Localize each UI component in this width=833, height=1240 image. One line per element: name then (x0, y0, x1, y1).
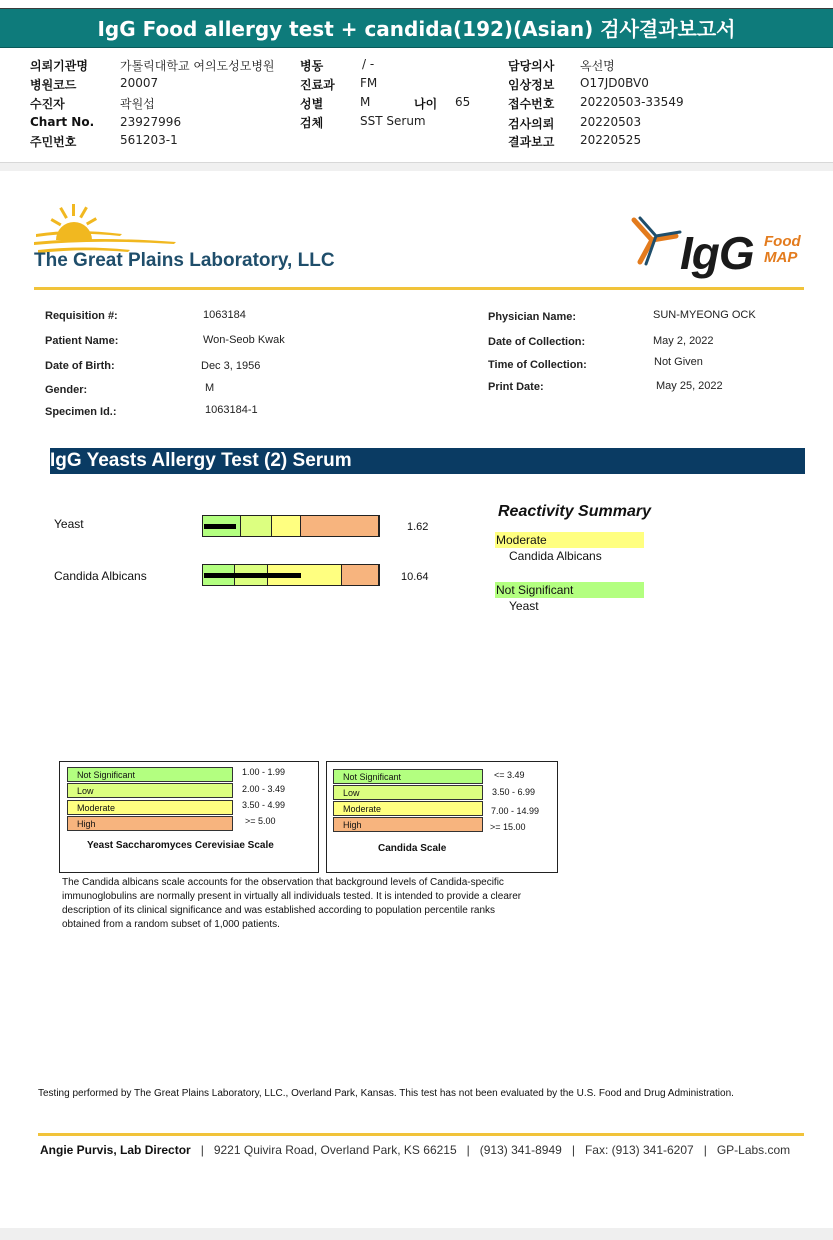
result-name: Candida Albicans (54, 569, 147, 583)
header-value: 23927996 (120, 115, 182, 129)
scale-range: >= 15.00 (490, 822, 526, 832)
patient-value: May 2, 2022 (653, 335, 714, 347)
patient-label: Gender: (45, 384, 88, 396)
lab-website[interactable]: GP-Labs.com (716, 1143, 791, 1157)
scale-row-low: Low (67, 783, 233, 798)
header-label: 병동 (300, 59, 324, 73)
scale-range: 7.00 - 14.99 (491, 806, 540, 816)
header-label: 병원코드 (30, 78, 77, 92)
footer-disclaimer: Testing performed by The Great Plains Laboratory, LLC., Overland Park, Kansas. This test has not been evaluated by the U.S. Food and Drug Administration. (38, 1088, 734, 1099)
header-value: 20007 (120, 76, 159, 90)
scale-range: 1.00 - 1.99 (242, 767, 286, 777)
scale-row-high: High (333, 817, 483, 832)
patient-value: Won-Seob Kwak (203, 334, 285, 346)
header-label: 임상정보 (508, 78, 555, 92)
section-title: IgG Yeasts Allergy Test (2) Serum (50, 450, 352, 471)
header-value: 561203-1 (120, 133, 178, 147)
patient-value: 1063184-1 (205, 404, 258, 416)
reactivity-group-not-significant: Not Significant (495, 582, 644, 598)
bar-segment-low (241, 516, 272, 536)
candida-scale-note: The Candida albicans scale accounts for the observation that background levels of Candida-specific immunoglobulins are normally present in virtually all individuals tested. It is intended to provide a clearer description of its clinical significance and was established according to population percentile ranks obtained from a random subset of 1,000 patients. (62, 877, 522, 930)
result-bar (202, 515, 380, 537)
patient-value: Not Given (654, 356, 703, 368)
scale-row-low: Low (333, 785, 483, 800)
result-value: 1.62 (407, 521, 429, 533)
scale-row-moderate: Moderate (67, 800, 233, 815)
patient-label: Specimen Id.: (45, 406, 117, 418)
antibody-logo-icon (630, 214, 684, 270)
header-value: 곽원섭 (120, 97, 155, 111)
header-label: 검체 (300, 116, 324, 130)
patient-value: 1063184 (203, 309, 246, 321)
lab-fax: Fax: (913) 341-6207 (584, 1143, 694, 1157)
header-label: 진료과 (300, 78, 335, 92)
result-level-indicator (204, 573, 301, 578)
result-bar (202, 564, 380, 586)
reactivity-item: Candida Albicans (509, 549, 602, 563)
scale-row-not-significant: Not Significant (67, 767, 233, 782)
scale-range: 3.50 - 6.99 (492, 787, 536, 797)
result-name: Yeast (54, 517, 84, 531)
gold-divider (34, 287, 804, 290)
patient-label: Requisition #: (45, 310, 118, 322)
header-label: Chart No. (30, 115, 95, 129)
scale-range: >= 5.00 (245, 816, 276, 826)
reactivity-item: Yeast (509, 599, 539, 613)
patient-value: May 25, 2022 (656, 380, 723, 392)
scale-range: 3.50 - 4.99 (242, 800, 286, 810)
page-bottom-band (0, 1228, 833, 1240)
scale-caption: Yeast Saccharomyces Cerevisiae Scale (87, 840, 274, 851)
header-label: 나이 (414, 97, 438, 111)
brand-map-label: MAP (764, 249, 798, 266)
header-value: FM (360, 76, 378, 90)
patient-label: Date of Birth: (45, 360, 115, 372)
header-label: 의뢰기관명 (30, 59, 88, 73)
header-value: 가톨릭대학교 여의도성모병원 (120, 59, 275, 73)
sun-logo-icon (34, 200, 184, 256)
header-label: 검사의뢰 (508, 117, 555, 131)
header-label: 담당의사 (508, 59, 555, 73)
header-divider (0, 162, 833, 171)
brand-logo-text: IgG (680, 227, 754, 279)
report-title: IgG Food allergy test + candida(192)(Asian) 검사결과보고서 (0, 8, 833, 48)
patient-label: Print Date: (488, 381, 544, 393)
scale-row-not-significant: Not Significant (333, 769, 483, 784)
header-value: M (360, 95, 371, 109)
header-label: 수진자 (30, 97, 65, 111)
patient-label: Date of Collection: (488, 336, 586, 348)
lab-name: The Great Plains Laboratory, LLC (34, 250, 335, 271)
patient-value: SUN-MYEONG OCK (653, 309, 756, 321)
header-value: 옥선명 (580, 59, 615, 73)
header-value: O17JD0BV0 (580, 76, 649, 90)
header-label: 결과보고 (508, 135, 555, 149)
reactivity-summary-title: Reactivity Summary (498, 503, 651, 520)
lab-address: 9221 Quivira Road, Overland Park, KS 66215 (213, 1143, 457, 1157)
header-value: / - (362, 57, 375, 71)
scale-row-moderate: Moderate (333, 801, 483, 816)
scale-caption: Candida Scale (378, 843, 447, 854)
header-value: SST Serum (360, 114, 426, 128)
brand-logo-sub (764, 234, 801, 266)
patient-value: Dec 3, 1956 (201, 360, 261, 372)
scale-range: 2.00 - 3.49 (242, 784, 286, 794)
result-level-indicator (204, 524, 236, 529)
header-value: 65 (455, 95, 471, 109)
bar-segment-high (301, 516, 379, 536)
patient-label: Physician Name: (488, 311, 577, 323)
scale-range: <= 3.49 (494, 770, 525, 780)
lab-director: Angie Purvis, Lab Director (40, 1143, 191, 1157)
patient-label: Time of Collection: (488, 359, 587, 371)
lab-phone: (913) 341-8949 (479, 1143, 562, 1157)
patient-value: M (205, 382, 215, 394)
header-label: 접수번호 (508, 97, 555, 111)
header-label: 성별 (300, 97, 324, 111)
bar-segment-moderate (272, 516, 301, 536)
patient-label: Patient Name: (45, 335, 119, 347)
reactivity-group-moderate: Moderate (495, 532, 644, 548)
footer-contact: Angie Purvis, Lab Director | 9221 Quivira Road, Overland Park, KS 66215 | (913) 341-8949 | Fax: (913) 341-6207 | GP-Labs.com (40, 1143, 791, 1157)
result-value: 10.64 (401, 571, 429, 583)
bar-segment-high (342, 565, 379, 585)
scale-row-high: High (67, 816, 233, 831)
header-label: 주민번호 (30, 135, 77, 149)
header-value: 20220525 (580, 133, 642, 147)
header-value: 20220503-33549 (580, 95, 684, 109)
footer-divider (38, 1133, 804, 1136)
header-value: 20220503 (580, 115, 642, 129)
brand-food-label: Food (764, 233, 801, 250)
